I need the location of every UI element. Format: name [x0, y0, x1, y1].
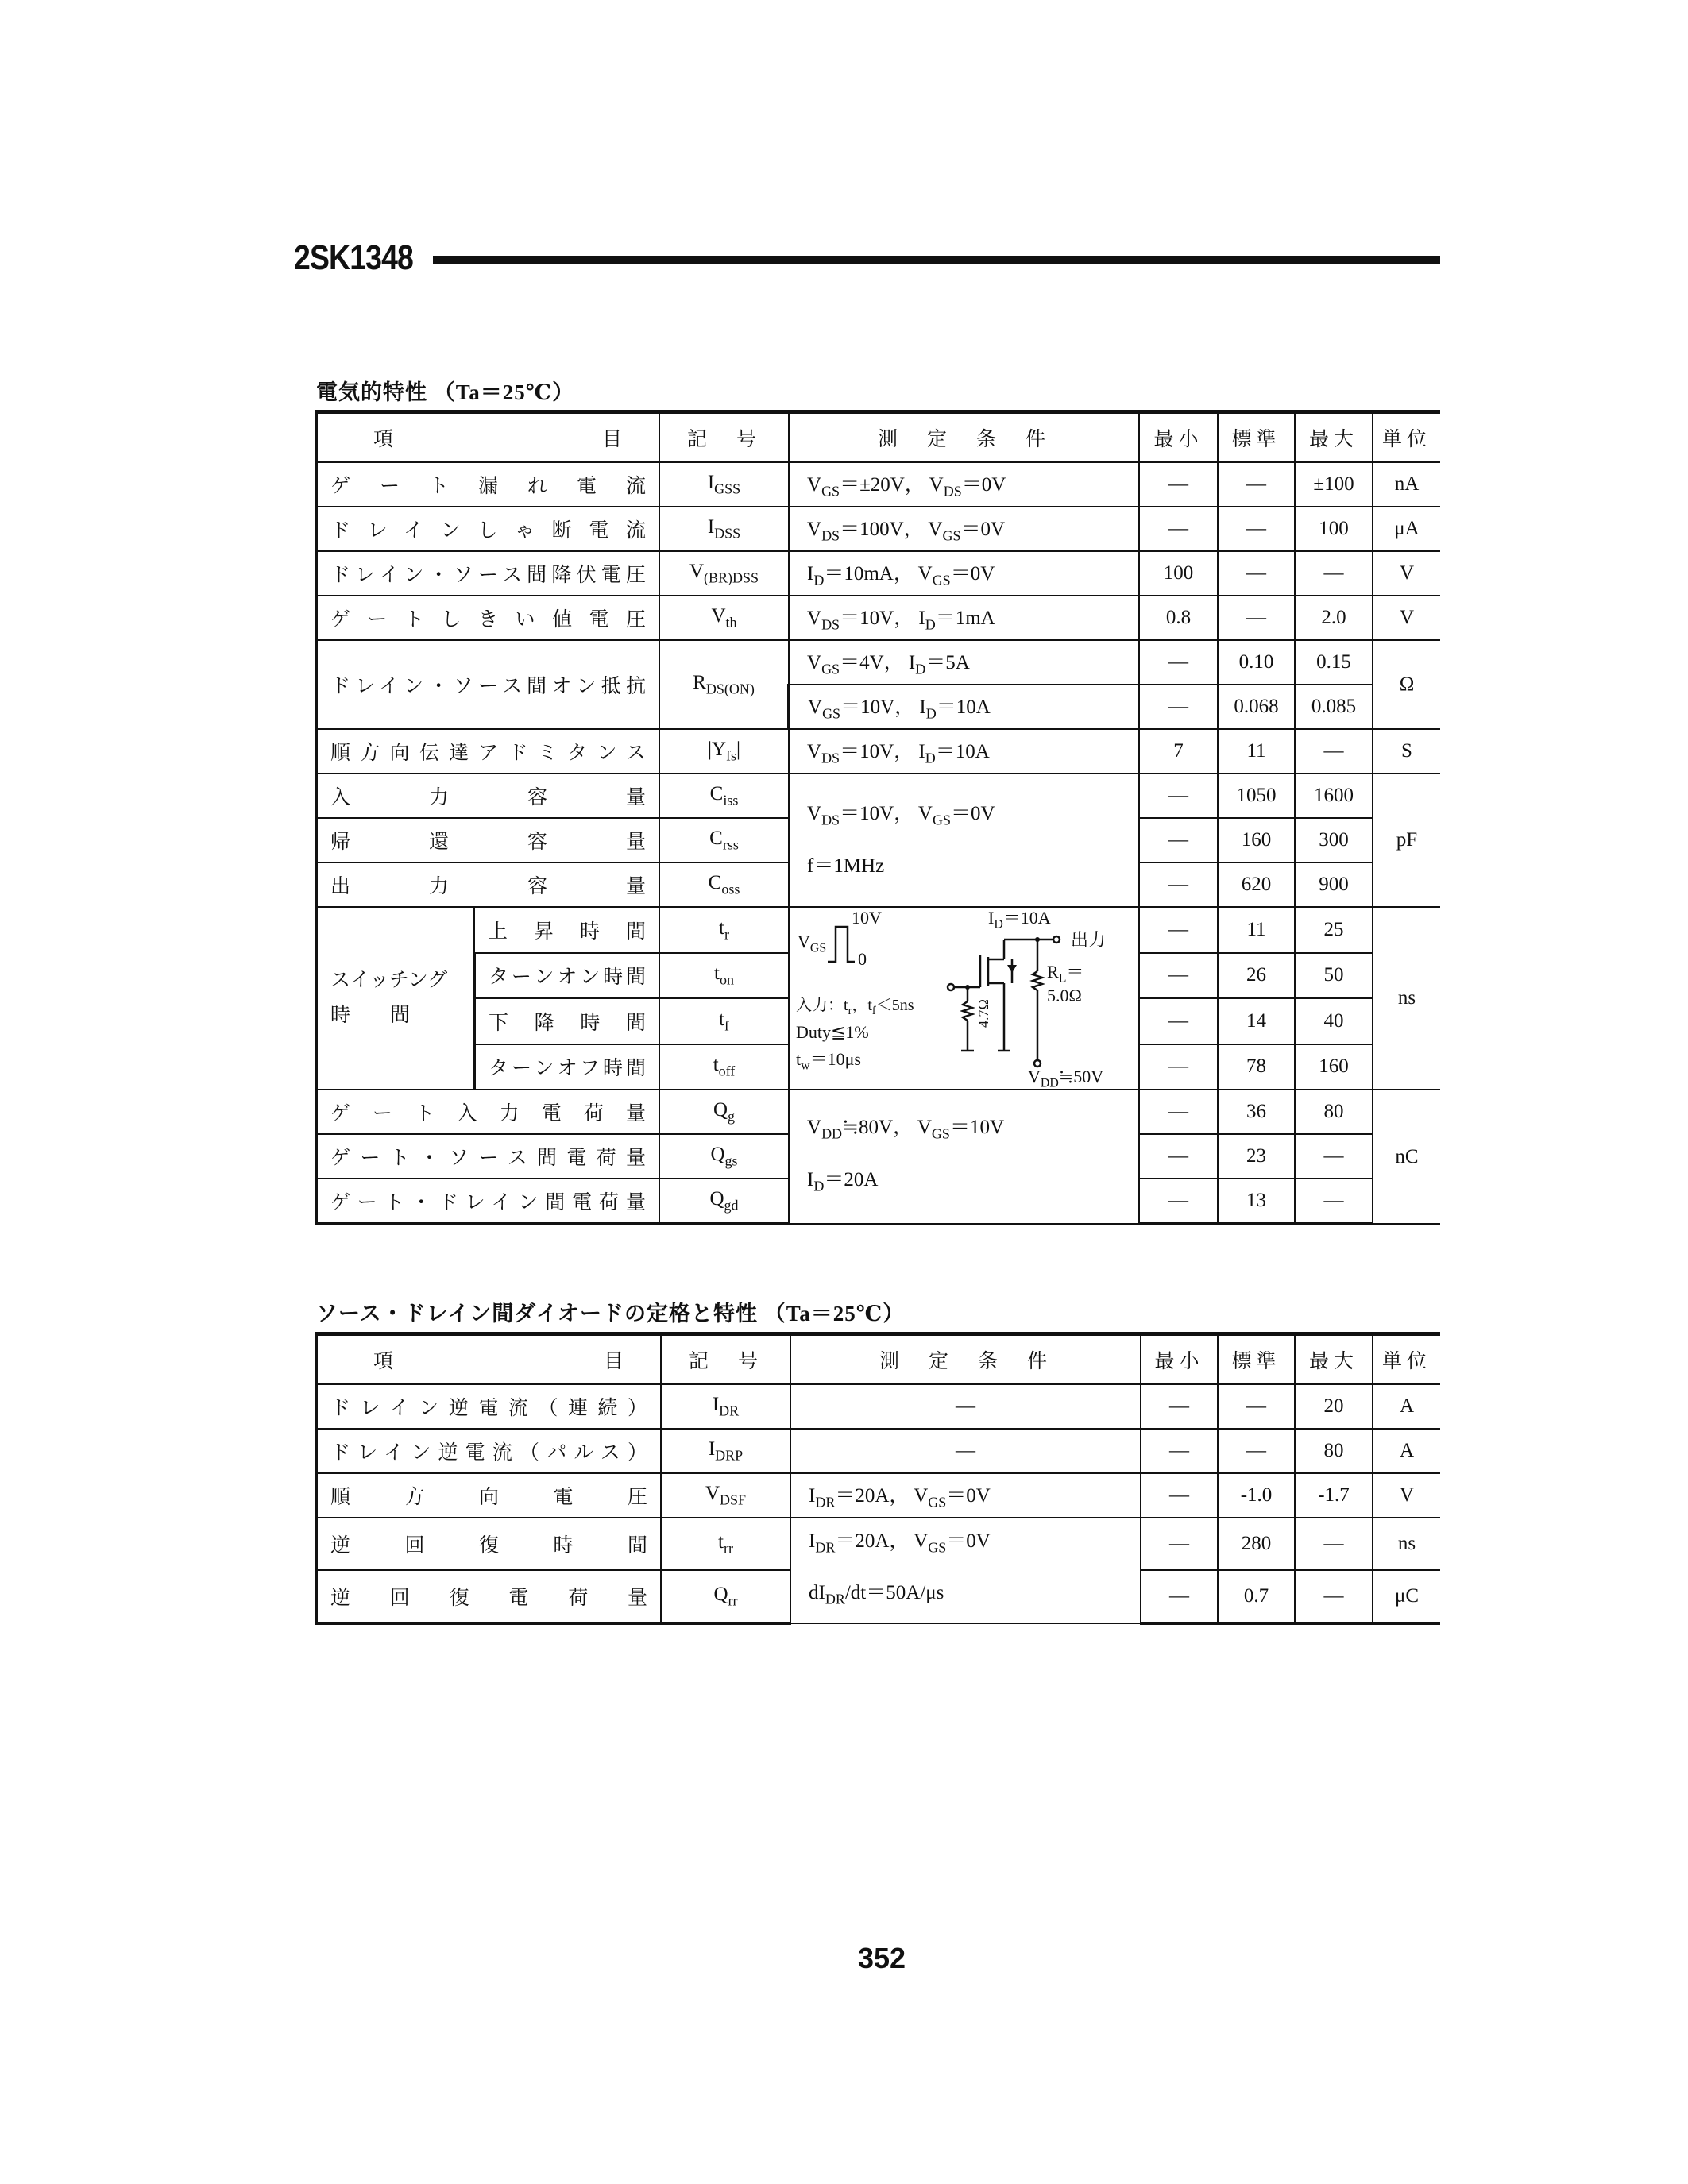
- unit: V: [1373, 1473, 1440, 1518]
- output-terminal: [1053, 936, 1060, 943]
- typ-value: —: [1218, 1429, 1295, 1473]
- min-value: —: [1139, 907, 1218, 953]
- max-value: —: [1295, 551, 1373, 596]
- diode-characteristics-table: [315, 1332, 1440, 1625]
- unit: ns: [1373, 1518, 1440, 1570]
- condition: $V_{GS}=10V$， $I_D=10A$: [789, 685, 1139, 729]
- typ-value: 11: [1218, 729, 1295, 774]
- rl-label: $R_L=$: [1047, 962, 1084, 986]
- vdd-terminal: [1034, 1060, 1041, 1067]
- header-symbol: 記 号: [661, 1334, 790, 1385]
- min-value: —: [1141, 1518, 1218, 1570]
- header-item: 項 目: [316, 412, 659, 463]
- item-name: ターンオン時間: [474, 953, 659, 999]
- unit: Ω: [1373, 640, 1440, 729]
- vdd-label: $V_{DD}≒50V$: [1028, 1067, 1104, 1089]
- capacitance-conditions: [789, 774, 1139, 907]
- header-unit: 単位: [1373, 1334, 1440, 1385]
- typ-value: 0.7: [1218, 1570, 1295, 1623]
- switching-test-circuit: [789, 907, 1139, 1090]
- min-value: —: [1139, 818, 1218, 862]
- condition: $V_{GS}=\pm 20V$， $V_{DS}=0V$: [789, 462, 1139, 507]
- condition: $I_D=10mA$， $V_{GS}=0V$: [789, 551, 1139, 596]
- condition: $V_{GS}=4V$， $I_D=5A$: [789, 640, 1139, 685]
- symbol: $t_{rr}$: [661, 1518, 790, 1570]
- max-value: 20: [1295, 1384, 1373, 1429]
- table-row: [316, 1473, 1440, 1518]
- max-value: 1600: [1295, 774, 1373, 818]
- max-value: —: [1295, 1134, 1373, 1179]
- unit: V: [1373, 596, 1440, 640]
- typ-value: 0.068: [1218, 685, 1295, 729]
- max-value: 900: [1295, 862, 1373, 907]
- max-value: 25: [1295, 907, 1373, 953]
- typ-value: 160: [1218, 818, 1295, 862]
- gate-resistor: [963, 1001, 972, 1021]
- item-name: 順方向伝達アドミタンス: [316, 729, 659, 774]
- typ-value: -1.0: [1218, 1473, 1295, 1518]
- symbol: $t_{off}$: [659, 1044, 789, 1090]
- unit: S: [1373, 729, 1440, 774]
- max-value: 160: [1295, 1044, 1373, 1090]
- min-value: —: [1141, 1429, 1218, 1473]
- typ-value: —: [1218, 507, 1295, 551]
- table-row: [316, 640, 1440, 685]
- table-row: [316, 774, 1440, 818]
- min-value: —: [1139, 774, 1218, 818]
- gate-pulse-waveform: [828, 927, 855, 962]
- recovery-conditions: [790, 1518, 1141, 1623]
- typ-value: 13: [1218, 1179, 1295, 1224]
- item-name: ドレイン逆電流（パルス）: [316, 1429, 661, 1473]
- typ-value: —: [1218, 1384, 1295, 1429]
- item-name: ゲート・ドレイン間電荷量: [316, 1179, 659, 1224]
- item-name: ドレインしゃ断電流: [316, 507, 659, 551]
- condition-line: $V_{DD}≒80V$， $V_{GS}=10V$: [807, 1117, 1004, 1142]
- typ-value: 11: [1218, 907, 1295, 953]
- min-value: —: [1141, 1473, 1218, 1518]
- max-value: 0.085: [1295, 685, 1373, 729]
- symbol: $Q_g$: [659, 1090, 789, 1134]
- item-name: ドレイン・ソース間降伏電圧: [316, 551, 659, 596]
- symbol: $C_{iss}$: [659, 774, 789, 818]
- electrical-section-heading: 電気的特性 （Ta＝25℃）: [316, 380, 575, 404]
- max-value: 50: [1295, 953, 1373, 999]
- typ-value: —: [1218, 551, 1295, 596]
- symbol: $V_{DSF}$: [661, 1473, 790, 1518]
- electrical-characteristics-table: [315, 410, 1440, 1225]
- table-row: [316, 1429, 1440, 1473]
- max-value: —: [1295, 1179, 1373, 1224]
- item-name: ドレイン逆電流（連続）: [316, 1384, 661, 1429]
- pulse-high-label: 10V: [852, 908, 882, 928]
- symbol: $V_{(BR)DSS}$: [659, 551, 789, 596]
- min-value: 7: [1139, 729, 1218, 774]
- header-max: 最大: [1295, 412, 1373, 463]
- item-name: 出力容量: [316, 862, 659, 907]
- max-value: 2.0: [1295, 596, 1373, 640]
- table-row: [316, 729, 1440, 774]
- symbol: $I_{DSS}$: [659, 507, 789, 551]
- min-value: —: [1139, 953, 1218, 999]
- condition: —: [790, 1429, 1141, 1473]
- symbol: $R_{DS(ON)}$: [659, 640, 789, 729]
- item-name: ゲートしきい値電圧: [316, 596, 659, 640]
- part-number-title: 2SK1348: [294, 238, 414, 277]
- min-value: —: [1139, 1179, 1218, 1224]
- header-typ: 標準: [1218, 1334, 1295, 1385]
- item-name: 順方向電圧: [316, 1473, 661, 1518]
- typ-value: 26: [1218, 953, 1295, 999]
- unit: pF: [1373, 774, 1440, 907]
- typ-value: —: [1218, 596, 1295, 640]
- symbol: $C_{rss}$: [659, 818, 789, 862]
- id-label: $I_D=10A$: [988, 908, 1051, 932]
- duty-spec: Duty≦1%: [796, 1022, 869, 1042]
- min-value: 100: [1139, 551, 1218, 596]
- page-number: 352: [858, 1942, 906, 1974]
- header-typ: 標準: [1218, 412, 1295, 463]
- table-row: [316, 1518, 1440, 1570]
- min-value: —: [1139, 462, 1218, 507]
- unit: μC: [1373, 1570, 1440, 1623]
- switching-group-label: [316, 907, 474, 1090]
- symbol: $t_{on}$: [659, 953, 789, 999]
- typ-value: 78: [1218, 1044, 1295, 1090]
- title-rule: [433, 256, 1440, 264]
- max-value: 0.15: [1295, 640, 1373, 685]
- item-name: 帰還容量: [316, 818, 659, 862]
- min-value: —: [1139, 998, 1218, 1044]
- symbol: $t_f$: [659, 998, 789, 1044]
- load-resistor: [1033, 971, 1042, 990]
- pulse-low-label: 0: [858, 949, 867, 969]
- rg-value: 4.7Ω: [975, 999, 991, 1028]
- item-name: 上昇時間: [474, 907, 659, 953]
- typ-value: 23: [1218, 1134, 1295, 1179]
- typ-value: 620: [1218, 862, 1295, 907]
- table-row: [316, 907, 1440, 953]
- item-name: ゲート・ソース間電荷量: [316, 1134, 659, 1179]
- condition: $V_{DS}=10V$， $I_D=10A$: [789, 729, 1139, 774]
- header-item: 項 目: [316, 1334, 661, 1385]
- unit: A: [1373, 1384, 1440, 1429]
- max-value: 100: [1295, 507, 1373, 551]
- header-unit: 単位: [1373, 412, 1440, 463]
- output-label: 出力: [1071, 930, 1107, 950]
- symbol: $Q_{gs}$: [659, 1134, 789, 1179]
- condition-line: $I_{DR}=20A$， $V_{GS}=0V$: [809, 1530, 991, 1556]
- switching-group-line2: 時 間: [330, 1005, 411, 1026]
- symbol: $V_{th}$: [659, 596, 789, 640]
- input-terminal: [948, 984, 954, 990]
- condition: $V_{DS}=10V$， $I_D=1mA$: [789, 596, 1139, 640]
- item-name: ゲート入力電荷量: [316, 1090, 659, 1134]
- condition-line: $V_{DS}=10V$， $V_{GS}=0V$: [807, 803, 995, 828]
- table-row: [316, 1384, 1440, 1429]
- symbol: $C_{oss}$: [659, 862, 789, 907]
- table-header-row: [316, 1334, 1440, 1385]
- header-min: 最小: [1139, 412, 1218, 463]
- item-name: 逆回復電荷量: [316, 1570, 661, 1623]
- unit: V: [1373, 551, 1440, 596]
- table-row: [316, 462, 1440, 507]
- charge-conditions: [789, 1090, 1139, 1224]
- diode-section-heading: ソース・ドレイン間ダイオードの定格と特性 （Ta＝25℃）: [316, 1302, 906, 1325]
- typ-value: —: [1218, 462, 1295, 507]
- condition: $V_{DS}=100V$， $V_{GS}=0V$: [789, 507, 1139, 551]
- symbol: $Q_{rr}$: [661, 1570, 790, 1623]
- switching-group-line1: スイッチング: [330, 970, 448, 991]
- item-name: ターンオフ時間: [474, 1044, 659, 1090]
- min-value: —: [1139, 1044, 1218, 1090]
- table-row: [316, 507, 1440, 551]
- typ-value: 0.10: [1218, 640, 1295, 685]
- max-value: 300: [1295, 818, 1373, 862]
- min-value: —: [1141, 1570, 1218, 1623]
- input-spec: 入力：$t_r$，$t_f<5ns$: [796, 997, 914, 1018]
- table-row: [316, 596, 1440, 640]
- max-value: -1.7: [1295, 1473, 1373, 1518]
- table-header-row: [316, 412, 1440, 463]
- min-value: —: [1139, 507, 1218, 551]
- max-value: 80: [1295, 1429, 1373, 1473]
- min-value: —: [1139, 1134, 1218, 1179]
- symbol: $Q_{gd}$: [659, 1179, 789, 1224]
- header-symbol: 記 号: [659, 412, 789, 463]
- table-row: [316, 1090, 1440, 1134]
- typ-value: 36: [1218, 1090, 1295, 1134]
- max-value: —: [1295, 729, 1373, 774]
- unit: ns: [1373, 907, 1440, 1090]
- table-row: [316, 551, 1440, 596]
- max-value: 80: [1295, 1090, 1373, 1134]
- symbol: $I_{GSS}$: [659, 462, 789, 507]
- min-value: —: [1139, 685, 1218, 729]
- symbol: $I_{DR}$: [661, 1384, 790, 1429]
- rl-value: 5.0Ω: [1047, 986, 1082, 1005]
- min-value: —: [1139, 640, 1218, 685]
- max-value: ±100: [1295, 462, 1373, 507]
- item-name: 逆回復時間: [316, 1518, 661, 1570]
- condition-line: $dI_{DR}/dt=50A/\mu s$: [809, 1582, 944, 1607]
- vgs-label: $V_{GS}$: [798, 932, 827, 955]
- header-min: 最小: [1141, 1334, 1218, 1385]
- tw-spec: $t_w=10\mu s$: [796, 1049, 861, 1073]
- unit: μA: [1373, 507, 1440, 551]
- symbol: $|Y_{fs}|$: [659, 729, 789, 774]
- header-max: 最大: [1295, 1334, 1373, 1385]
- condition: $I_{DR}=20A$， $V_{GS}=0V$: [790, 1473, 1141, 1518]
- unit: A: [1373, 1429, 1440, 1473]
- typ-value: 280: [1218, 1518, 1295, 1570]
- min-value: 0.8: [1139, 596, 1218, 640]
- min-value: —: [1139, 1090, 1218, 1134]
- max-value: —: [1295, 1518, 1373, 1570]
- unit: nC: [1373, 1090, 1440, 1224]
- item-name: ゲート漏れ電流: [316, 462, 659, 507]
- condition-line: $I_D=20A$: [807, 1168, 879, 1194]
- min-value: —: [1139, 862, 1218, 907]
- item-name: 入力容量: [316, 774, 659, 818]
- item-name: ドレイン・ソース間オン抵抗: [316, 640, 659, 729]
- condition-line: f＝1MHz: [807, 855, 885, 877]
- max-value: 40: [1295, 998, 1373, 1044]
- max-value: —: [1295, 1570, 1373, 1623]
- item-name: 下降時間: [474, 998, 659, 1044]
- min-value: —: [1141, 1384, 1218, 1429]
- typ-value: 14: [1218, 998, 1295, 1044]
- symbol: $I_{DRP}$: [661, 1429, 790, 1473]
- header-conditions: 測 定 条 件: [789, 412, 1139, 463]
- unit: nA: [1373, 462, 1440, 507]
- header-conditions: 測 定 条 件: [790, 1334, 1141, 1385]
- typ-value: 1050: [1218, 774, 1295, 818]
- condition: —: [790, 1384, 1141, 1429]
- symbol: $t_r$: [659, 907, 789, 953]
